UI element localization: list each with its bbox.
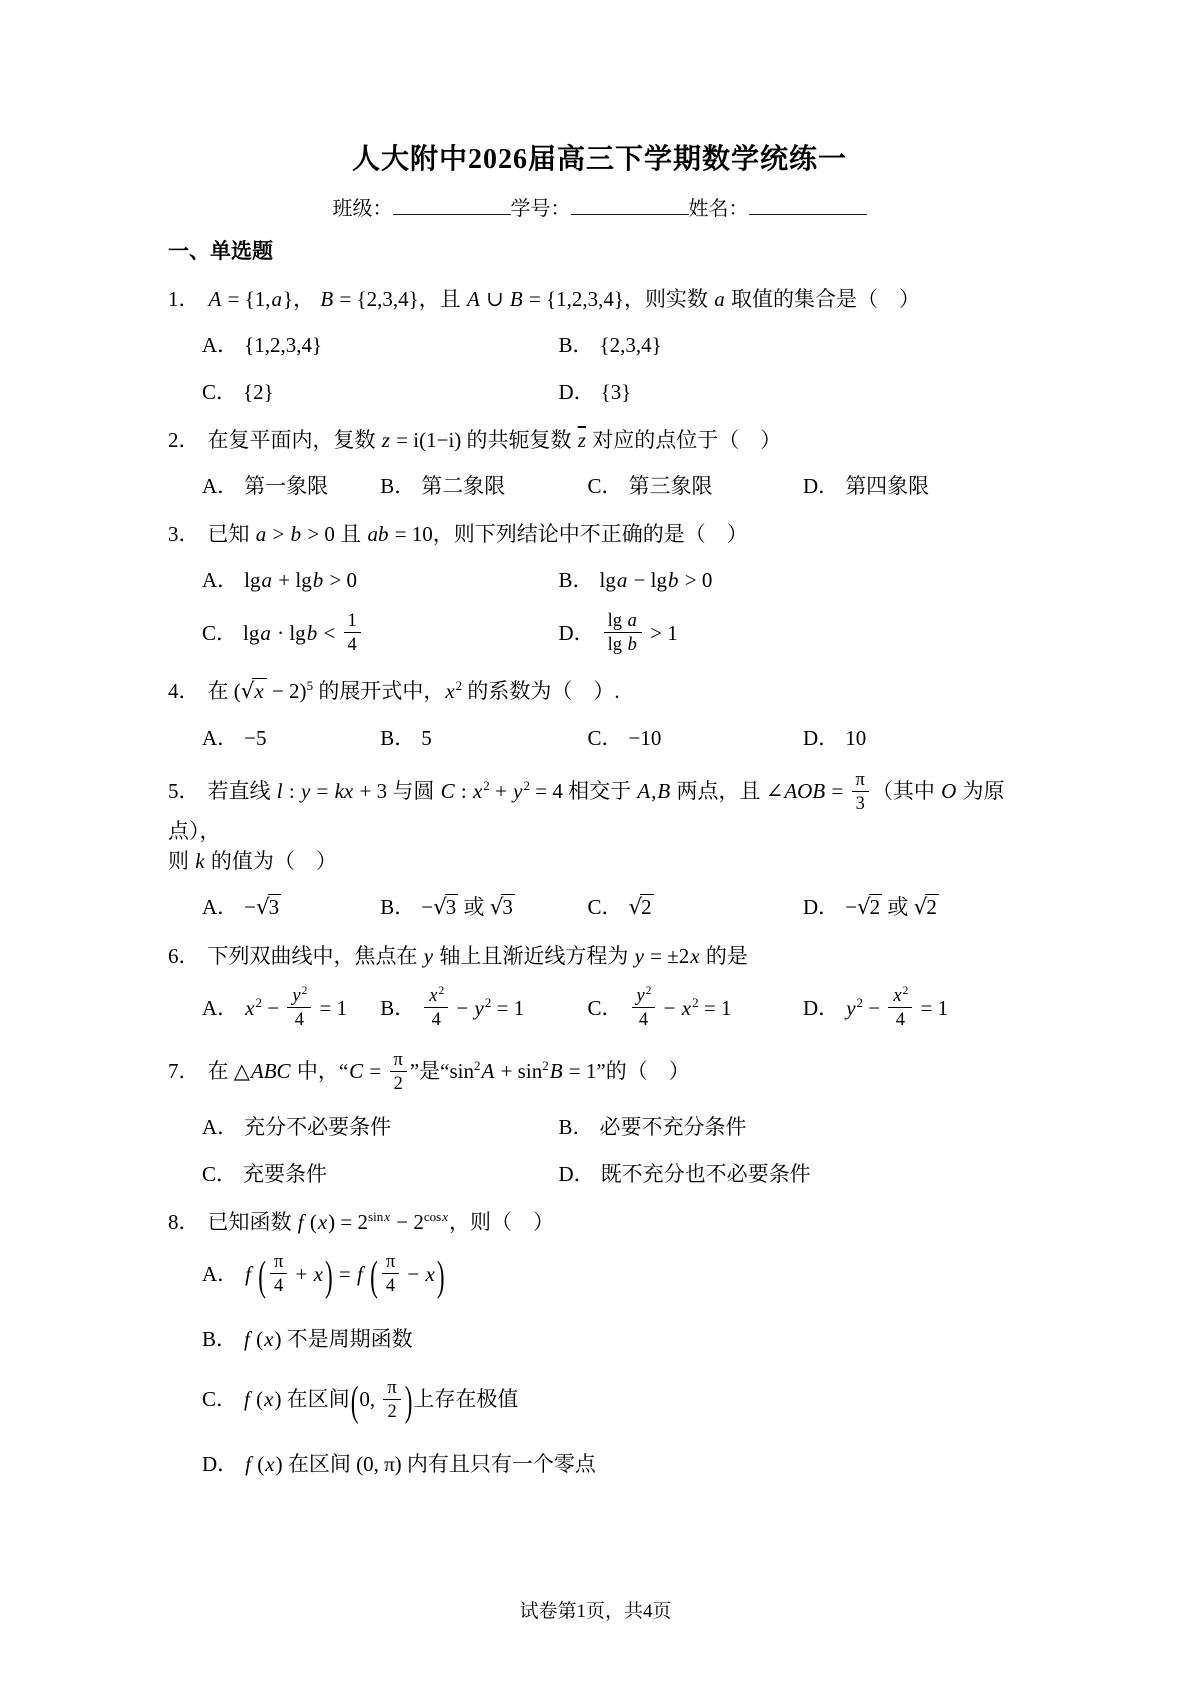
question-5-option-a-label: A． — [202, 895, 239, 919]
question-4-option-a — [202, 723, 380, 753]
question-2-option-b-label: B． — [380, 474, 416, 498]
student-id-field-blank — [571, 194, 689, 215]
question-5-option-c-text: √2 — [628, 895, 652, 920]
question-5-option-b-label: B． — [380, 895, 416, 919]
question-5-option-d-text: −√2 或 √2 — [845, 895, 937, 920]
question-1-option-c-text: {2} — [243, 380, 274, 404]
question-2-option-c — [587, 471, 803, 501]
question-3-option-d-text: $\frac{\text{lg a}}{\text{lg b}}$ > 1 — [601, 621, 678, 645]
question-7-option-a-text: 充分不必要条件 — [244, 1115, 392, 1139]
question-8-option-b-text: f (x) 不是周期函数 — [244, 1326, 413, 1351]
question-3-option-a-text: lga + lgb > 0 — [244, 568, 358, 592]
question-6-stem: 下列双曲线中，焦点在 y 轴上且渐近线方程为 y = ±2x 的是 — [207, 944, 748, 968]
question-7-option-b — [558, 1112, 1031, 1142]
question-7-option-c-label: C． — [202, 1162, 238, 1186]
question-1-stem-line — [168, 284, 1031, 314]
question-5-options — [202, 892, 1031, 923]
question-5-number: 5． — [168, 779, 200, 804]
question-7-option-a-label: A． — [202, 1115, 239, 1139]
question-1-option-c-label: C． — [202, 380, 238, 404]
question-8-option-c — [202, 1376, 1031, 1425]
question-3-option-c-label: C． — [202, 620, 238, 645]
question-8-option-b — [202, 1324, 1031, 1354]
question-1-option-d-text: {3} — [600, 380, 632, 404]
question-3-options — [202, 565, 1031, 658]
question-8-option-a-text: f ( $\frac{\pi}{4}$ + x) = f ( $\frac{\pi}{4}$ − x) — [245, 1250, 445, 1299]
question-2-option-b — [380, 471, 587, 501]
question-3-stem-line — [168, 519, 1031, 549]
question-5-option-b-text: −√3 或 √3 — [421, 895, 513, 920]
question-8-option-a — [202, 1250, 1031, 1299]
page-footer: 试卷第1页，共4页 — [519, 1601, 672, 1622]
question-7 — [168, 1048, 1031, 1190]
question-5-option-d — [803, 892, 1031, 923]
question-8 — [168, 1207, 1031, 1479]
question-8-option-d-label: D． — [202, 1452, 239, 1476]
question-7-option-c-text: 充要条件 — [243, 1162, 328, 1186]
name-field-blank — [749, 194, 867, 215]
question-8-option-b-label: B． — [202, 1326, 238, 1351]
question-3-option-c-text: lga · lgb < $\frac{1}{4}$ — [243, 621, 364, 645]
question-7-stem: 在 △ABC 中，“C = $\frac{\pi}{2}$ ”是“$\sin^2A + \sin^2B = 1$”的（ ） — [207, 1048, 690, 1093]
question-1-option-a — [202, 330, 558, 360]
question-5-option-a — [202, 892, 380, 923]
question-1-stem: A = {1,a}， B = {2,3,4}，且 A ∪ B = {1,2,3,4}，则实数 a 取值的集合是（ ） — [208, 287, 920, 311]
question-4-option-d-label: D． — [803, 725, 840, 750]
question-4-option-b-label: B． — [380, 725, 416, 750]
question-6 — [168, 941, 1031, 1033]
question-5-option-d-label: D． — [803, 895, 840, 919]
question-3-option-b — [558, 565, 1031, 595]
question-5-option-b — [380, 892, 587, 923]
question-2-stem-line — [168, 425, 1031, 455]
question-1-option-a-label: A． — [202, 333, 239, 357]
question-4-option-c-label: C． — [587, 725, 623, 750]
question-7-options — [202, 1112, 1031, 1189]
student-id-field-label: 学号： — [510, 198, 571, 220]
question-7-option-b-label: B． — [558, 1115, 594, 1139]
question-2-option-b-text: 第二象限 — [421, 474, 506, 498]
question-6-option-a-text: $x^2$ − $\frac{y^2}{4}$ = 1 — [245, 984, 348, 1030]
question-8-option-a-label: A． — [202, 1261, 239, 1286]
question-3-option-b-label: B． — [558, 568, 594, 592]
question-1-option-c — [202, 377, 558, 407]
question-3-option-a-label: A． — [202, 568, 239, 592]
question-8-number: 8． — [168, 1210, 200, 1234]
question-3-option-d-label: D． — [558, 620, 595, 645]
question-2-number: 2． — [168, 428, 200, 452]
question-7-stem-line — [168, 1048, 1031, 1097]
question-3-option-d — [558, 612, 1031, 658]
question-4-option-b — [380, 723, 587, 753]
question-4-option-a-text: −5 — [244, 725, 267, 750]
question-4-options — [202, 723, 1031, 753]
question-5-option-c-label: C． — [587, 895, 623, 919]
page-title: 人大附中2026届高三下学期数学统练一 — [351, 144, 847, 175]
question-2-options — [202, 471, 1031, 501]
question-6-option-c-text: $\frac{y^2}{4}$ − $x^2 = 1$ — [629, 996, 732, 1020]
question-2-option-c-text: 第三象限 — [628, 474, 713, 498]
question-1-option-d — [558, 377, 1031, 407]
question-4-stem: 在 $(√x - 2)^5$ 的展开式中，$x^2$ 的系数为（ ）. — [207, 677, 620, 704]
question-6-option-a-label: A． — [202, 995, 239, 1020]
question-6-option-d-label: D． — [803, 995, 840, 1020]
question-5-stem-line — [168, 768, 1031, 877]
question-5-option-a-text: −√3 — [244, 895, 280, 920]
question-6-option-b-text: $\frac{x^2}{4}$ − $y^2 = 1$ — [421, 996, 524, 1020]
question-4-option-d — [803, 723, 1031, 753]
question-4-number: 4． — [168, 678, 200, 703]
question-1-option-a-text: {1,2,3,4} — [244, 333, 323, 357]
class-field-blank — [393, 194, 511, 215]
question-7-option-d-label: D． — [558, 1162, 595, 1186]
question-6-option-b — [380, 984, 587, 1033]
student-info-line — [168, 194, 1031, 224]
question-6-option-a — [202, 984, 380, 1033]
question-4-stem-line — [168, 676, 1031, 707]
question-8-option-d — [202, 1449, 1031, 1479]
question-5-option-c — [587, 892, 803, 923]
question-3-option-a — [202, 565, 558, 595]
question-1-option-b — [558, 330, 1031, 360]
question-8-option-c-text: f (x) 在区间(0, $\frac{\pi}{2}$ )上存在极值 — [244, 1376, 519, 1425]
question-5 — [168, 768, 1031, 924]
question-6-stem-line — [168, 941, 1031, 971]
question-8-stem-line — [168, 1207, 1031, 1237]
question-4-option-d-text: 10 — [845, 725, 867, 750]
section-heading: 一、单选题 — [168, 239, 273, 263]
question-3 — [168, 519, 1031, 658]
name-field-label: 姓名： — [688, 198, 749, 220]
question-1-options — [202, 330, 1031, 407]
question-4-option-c — [587, 723, 803, 753]
question-2-option-a-text: 第一象限 — [244, 474, 329, 498]
question-6-option-d-text: $y^2$ − $\frac{x^2}{4}$ = 1 — [846, 984, 949, 1030]
question-6-option-d — [803, 984, 1031, 1033]
question-1-option-b-label: B． — [558, 333, 594, 357]
question-5-stem: 若直线 l : y = kx + 3 与圆 C : $x^2 + y^2 = 4$ 相交于 A,B 两点，且 ∠AOB = $\frac{\pi}{3}$ （其中 O 为原点）， 则 k 的值为（ ） — [168, 768, 1005, 873]
question-7-option-a — [202, 1112, 558, 1142]
question-3-number: 3． — [168, 522, 200, 546]
question-7-number: 7． — [168, 1059, 200, 1084]
question-2-option-d-label: D． — [803, 474, 840, 498]
question-7-option-b-text: 必要不充分条件 — [599, 1115, 747, 1139]
question-4-option-a-label: A． — [202, 725, 239, 750]
question-8-option-c-label: C． — [202, 1387, 238, 1412]
question-6-option-b-label: B． — [380, 995, 416, 1020]
question-6-option-c-label: C． — [587, 995, 623, 1020]
question-7-option-d-text: 既不充分也不必要条件 — [600, 1162, 811, 1186]
question-1 — [168, 284, 1031, 407]
question-6-options — [202, 984, 1031, 1033]
question-2-option-a-label: A． — [202, 474, 239, 498]
question-2-option-c-label: C． — [587, 474, 623, 498]
question-2-option-d-text: 第四象限 — [845, 474, 930, 498]
question-1-option-d-label: D． — [558, 380, 595, 404]
question-2-option-a — [202, 471, 380, 501]
question-1-number: 1． — [168, 287, 200, 311]
question-8-option-d-text: f (x) 在区间 (0, π) 内有且只有一个零点 — [245, 1452, 596, 1476]
question-3-option-c — [202, 612, 558, 658]
question-2-option-d — [803, 471, 1031, 501]
question-6-option-c — [587, 984, 803, 1033]
question-4 — [168, 676, 1031, 753]
question-7-option-d — [558, 1159, 1031, 1189]
question-4-option-b-text: 5 — [421, 725, 432, 750]
question-1-option-b-text: {2,3,4} — [599, 333, 662, 357]
question-8-stem: 已知函数 f $(x) = 2^{sinx} - 2^{cosx}$，则（ ） — [207, 1209, 554, 1234]
question-8-options — [202, 1250, 1031, 1479]
question-2-stem: 在复平面内，复数 z = i(1−i) 的共轭复数 $\overline{z}$ 对应的点位于（ ） — [207, 428, 782, 452]
question-7-option-c — [202, 1159, 558, 1189]
question-3-option-b-text: lga − lgb > 0 — [599, 568, 713, 592]
question-3-stem: 已知 a > b > 0 且 ab = 10，则下列结论中不正确的是（ ） — [207, 522, 748, 546]
question-6-number: 6． — [168, 944, 200, 968]
question-2 — [168, 425, 1031, 501]
question-4-option-c-text: −10 — [628, 725, 662, 750]
class-field-label: 班级： — [332, 198, 393, 220]
